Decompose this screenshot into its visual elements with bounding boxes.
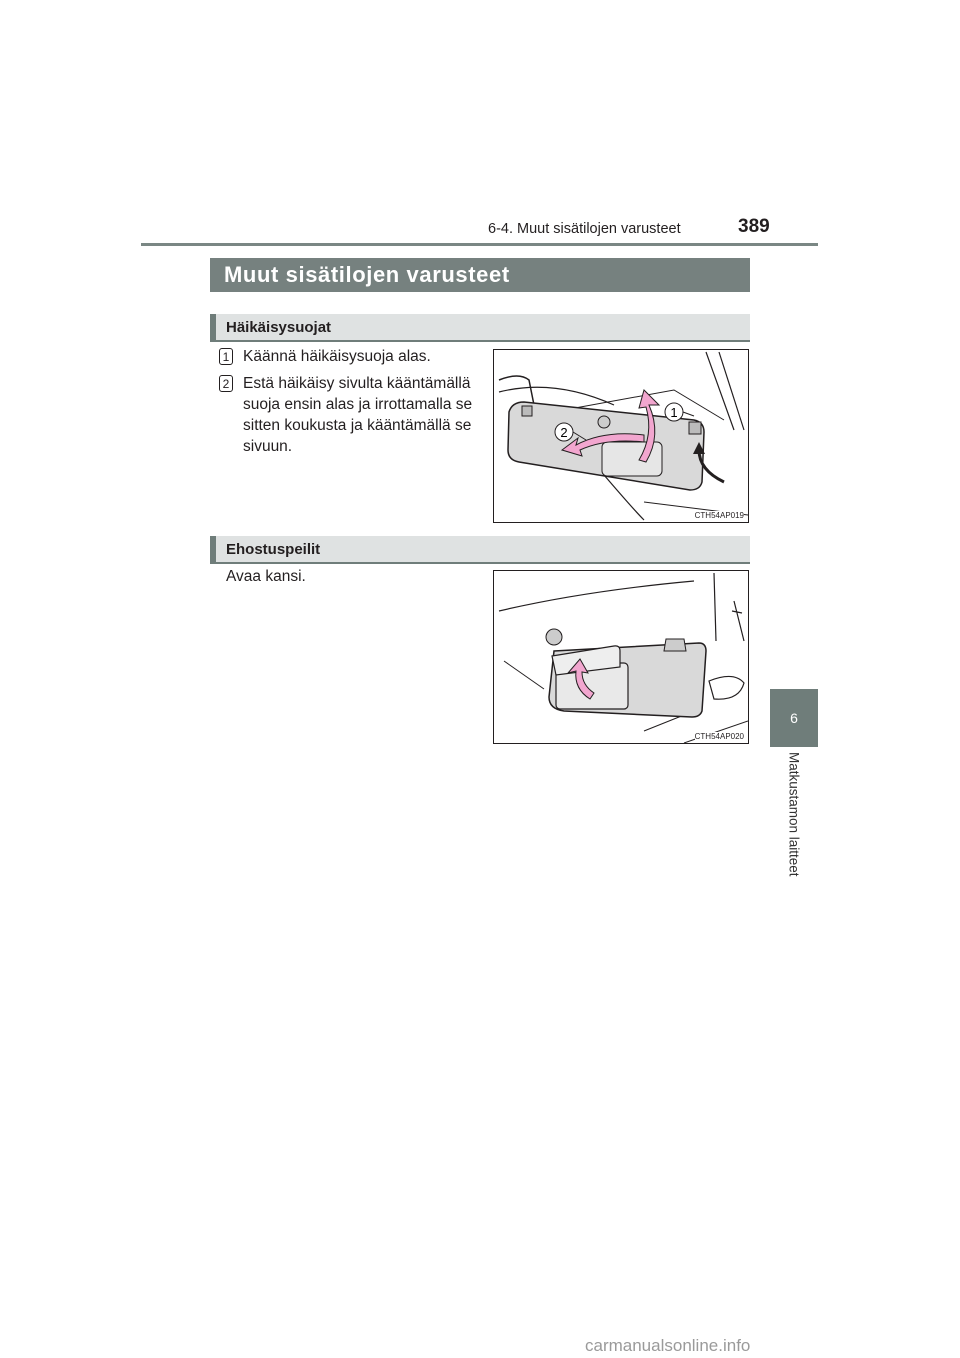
step-text: Estä häikäisy sivulta kääntämällä suoja ensin alas ja irrottamalla se sitten koukusta ja kääntämällä se sivuun. — [243, 375, 473, 455]
sun-visor-illustration — [493, 349, 749, 523]
section-heading-bar — [210, 314, 216, 340]
step-text: Käännä häikäisysuoja alas. — [243, 348, 431, 365]
mirror-instruction-text: Avaa kansi. — [226, 568, 306, 585]
chapter-title — [770, 752, 818, 912]
page-number: 389 — [738, 216, 770, 237]
section-heading-text: Häikäisysuojat — [226, 319, 332, 336]
running-head: 6-4. Muut sisätilojen varusteet — [488, 221, 681, 237]
section-heading-bar — [210, 536, 216, 562]
vanity-mirror-drawing — [494, 571, 748, 743]
chapter-tab: 6 — [770, 689, 818, 747]
figure-code: CTH54AP019 — [694, 511, 744, 520]
section-heading-text: Ehostuspeilit — [226, 541, 321, 558]
figure-callout-2: 2 — [560, 425, 568, 440]
vanity-mirror-illustration — [493, 570, 749, 744]
section-heading-visors — [210, 314, 750, 342]
header-rule — [141, 243, 818, 246]
main-heading: Muut sisätilojen varusteet — [210, 258, 750, 292]
watermark: carmanualsonline.info — [585, 1336, 751, 1355]
figure-callout-1: 1 — [670, 405, 678, 420]
step-number-badge: 1 — [219, 348, 233, 365]
figure-code: CTH54AP020 — [694, 732, 744, 741]
step-number-badge: 2 — [219, 375, 233, 392]
section-heading-mirrors — [210, 536, 750, 564]
sun-visor-drawing — [494, 350, 748, 522]
chapter-title-text: Matkustamon laitteet — [786, 752, 802, 877]
